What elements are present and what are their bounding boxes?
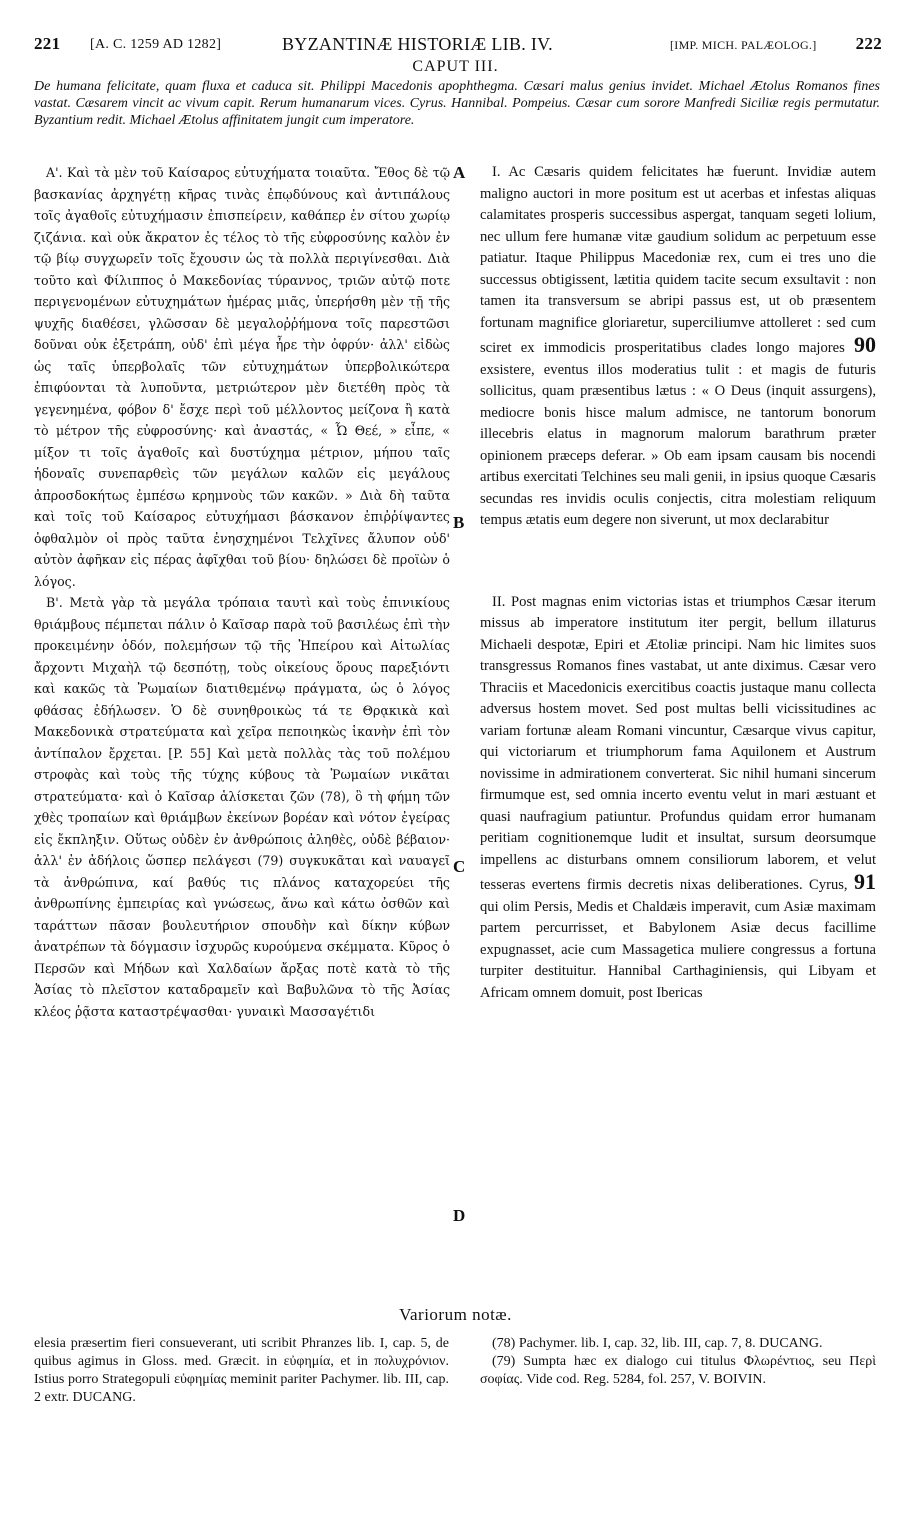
left-year-range: [A. C. 1259 AD 1282] [90, 37, 222, 52]
note-79: (79) Sumpta hæc ex dialogo cui titulus Φλωρέντιος, seu Περὶ σοφίας. Vide cod. Reg. 5284, fol. 257, V. BOIVIN. [480, 1354, 876, 1387]
margin-marker-c: C [453, 857, 466, 876]
latin-paragraph-1 [480, 162, 876, 532]
chapter-summary: De humana felicitate, quam fluxa et caduca sit. Philippi Macedonis apophthegma. Cæsari malus genius invidet. Michael Ætolus Romanos fines vastat. Cæsarem vincit ac vivum capit. Rerum humanarum vices. Cyrus. Hannibal. Pompeius. Cæsar cum sorore Manfredi Siciliæ regis permutatur. Byzantium redit. Michael Ætolus affinitatem jungit cum imperatore. [34, 79, 880, 128]
latin-p2-text-a: II. Post magnas enim victorias istas et triumphos Cæsar iterum missus ab imperatore institutum iter pergit, bellum illaturus Michaeli despotæ, Epiri et Ætoliæ principi. Nam hic limites suos transgressus Romanos fines vastabat, ut ante diximus. Cæsar vero Thraciis et Macedonicis exercitibus coactis justaque manu collecta adversus hostem movet. Sed post multas belli vicissitudines ac variam fortunæ aleam Romani vincuntur, Cæsarque vivus capitur, qui victoriarum et triumphorum fama Aquilonem et Austrum novissime in admirationem converterat. Sic nihil humani sincerum firmumque est, sed omnia incerto eventu velut in mari æstuant et quasi naufragium patiuntur. Profundus quidam error humanam peritiam cognitionemque ludit et insultat, sursum deorsumque impellens ac disturbans omnem consiliorum laborem, et velut tesseras evertens firmis decretis nixas deliberationes. Cyrus, [480, 593, 876, 893]
notes-heading: Variorum notæ. [399, 1305, 512, 1324]
running-title: BYZANTINÆ HISTORIÆ LIB. IV. [282, 34, 553, 54]
margin-marker-b: B [453, 513, 465, 532]
greek-paragraph-1: Α'. Καὶ τὰ μὲν τοῦ Καίσαρος εὐτυχήματα τοιαῦτα. Ἔθος δὲ τῷ βασκανίας ἀρχηγέτῃ κῆρας τινὰς ἐπῳδύνους καὶ ἀντιπάλους τοῖς ἀγαθοῖς εὐτυχήμασιν ἐπισπείρειν, καθάπερ ἐν σίτου χωρίῳ ζιζάνια. καὶ οὐκ ἄκρατον ἐς τέλος τὸ τῆς εὐφροσύνης καλὸν ἐν τῷ βίῳ συγχωρεῖν τοῖς ἔχουσιν ὡς τὰ πολλὰ περιγίνεσθαι. Διὰ τοῦτο καὶ Φίλιππος ὁ Μακεδονίας τύραννος, τριῶν αὐτῷ ποτε περιγενομένων εὐτυχημάτων ἡμέρας μιᾶς, ὑπερήσθη μὲν τῇ τῆς ψυχῆς διαθέσει, γλῶσσαν δὲ μεγαλοῤῥήμονα τοῖς παρεστῶσι δοῦναι οὐκ ἐξετράπη, οὐδ' ἐπὶ μέγα ἦρε τὴν ὀφρύν· ἀλλ' εἰδὼς ὡς ταῖς ὑπερβολαῖς τῶν εὐτυχημάτων ὑπερβολικώτερα ἐπιφύονται τὰ λυποῦντα, μετριώτερον μὲν διετέθη πρὸς τὰ γεγενημένα, φόβον δ' ἔσχε περὶ τοῦ μέλλοντος μείζονα ἢ κατὰ τὸ μέτρον τῆς εὐφροσύνης· καὶ ἀναστάς, « Ὦ Θεέ, » εἶπε, « μίξον τι τοῖς ἀγαθοῖς καὶ δυστύχημα μέτριον, μήπου ταῖς ἡδοναῖς συνεπαρθεὶς τῶν μεγάλων καλῶν εἰς μεγάλους ἀπροσδοκήτως ἐμπέσω κρημνοὺς τῶν κακῶν. » Διὰ δὴ ταῦτα καὶ τοῖς τοῦ Καίσαρος εὐτυχήμασι βάσκανον ἐπιῤῥίψαντες ὀφθαλμὸν οἱ πρὸς ταῦτα ἐνησχημένοι Τελχῖνες ἄλυπον οὐδ' αὐτὸν ἀφῆκαν εἰς πέρας ἀφῖχθαι τοῦ βίου· δηλώσει δὲ προϊὼν ὁ λόγος. [34, 165, 450, 589]
page-mark-90: 90 [854, 332, 876, 357]
page-mark-91: 91 [854, 869, 876, 894]
left-page-number: 221 [34, 34, 61, 53]
right-emperor-range: [IMP. MICH. PALÆOLOG.] [670, 38, 817, 52]
latin-p1-text-b: exsistere, eventus illos moderatius tulit : et magis de futuris sollicitus, quam præsentibus lætus : « O Deus (inquit assurgens), mediocre bonis hisce malum admisce, ne tantorum bonorum illecebris elatus in magnorum malorum barathrum præter opinionem præceps deferar. » Ob eam ipsam causam bis nocendi artibus exercitati Telchines seu mali genii, in ipsius quoque Cæsaris secundas res invidis oculis conjectis, citra molestiam reliquum tempus ætatis eum degere non siverunt, ut mox declarabitur [480, 361, 876, 528]
chapter-heading: CAPUT III. [412, 58, 499, 75]
right-page-number: 222 [855, 34, 882, 53]
notes-right [480, 1335, 876, 1389]
latin-p1-text-a: I. Ac Cæsaris quidem felicitates hæ fuerunt. Invidiæ autem maligno auctori in more positum est ut acerbas et infestas aliquas calamitates prosperis successibus aspergat, tanquam segeti lolium, nec ullum fere humanæ vitæ gaudium solidum ac perpetuum esse patiatur. Itaque Philippus Macedoniæ rex, cum ei tres uno die successus obtigissent, lætitia quidem tacite secum exsultavit : non tamen ita transversum se abripi passus est, ut ob præsentem fortunam magnifice gloriaretur, superciliumve attolleret : sed cum sciret ex immodicis prosperitatibus clades longo majores [480, 164, 876, 356]
greek-column [34, 162, 450, 1022]
greek-paragraph-2: Β'. Μετὰ γὰρ τὰ μεγάλα τρόπαια ταυτὶ καὶ τοὺς ἐπινικίους θριάμβους πέμπεται πάλιν ὁ Καῖσαρ παρὰ τοῦ βασιλέως ἐπὶ τὴν προκειμένην ὁδόν, πολεμήσων τῷ τῆς Ἠπείρου καὶ Αἰτωλίας ἄρχοντι Μιχαὴλ τῷ δεσπότῃ, τοὺς οἰκείους ὅρους παρεξιόντι καὶ κακῶς τὰ Ῥωμαίων διατιθεμένῳ πράγματα, ὡς ὁ λόγος φθάσας ἐδήλωσεν. Ὁ δὲ συνηθροικὼς τά τε Θρᾳκικὰ καὶ Μακεδονικὰ στρατεύματα καὶ χεῖρα πεποιηκὼς ἱκανὴν ἐπὶ τὸν ἀντίπαλον ἔρχεται. [P. 55] Καὶ μετὰ πολλὰς τὰς τοῦ πολέμου στροφὰς καὶ τοὺς τῆς τύχης κύβους τὰ Ῥωμαίων νικᾶται στρατεύματα· καὶ ὁ Καῖσαρ ἁλίσκεται ζῶν (78), ὃ τὴ φήμη τῶν χθὲς τροπαίων καὶ θριάμβων ἐκείνων βορέαν καὶ νότον ἐγείρας εἰς ἔκπληξιν. Οὕτως οὐδὲν ἐν ἀνθρώποις ἀληθὲς, οὐδὲ βέβαιον· ἀλλ' ἐν ἀδήλοις ὥσπερ πελάγεσι (79) συγκυκᾶται καὶ ναυαγεῖ τὰ ἀνθρώπινα, καί βαθύς τις πλάνος καταχορεύει τῆς ἀνθρωπίνης ἐμπειρίας καὶ γνώσεως, ἄνω καὶ κάτω ὀσθῶν καὶ ταράττων πᾶσαν βουλευτήριον σπουδὴν καὶ δίκην κύβων ἀνατρέπων τὰ δόγμασιν ἰσχυρῶς κυρούμενα σκέμματα. Κῦρος ὁ Περσῶν καὶ Μήδων καὶ Χαλδαίων ἄρξας ποτὲ κατὰ τὸ τῆς Ἀσίας τὸ πλεῖστον καταδραμεῖν καὶ Βαβυλῶνα τὸ τῆς Ἀσίας κλέος ῥᾷστα καταστρέψασθαι· γυναικὶ Μασσαγέτιδι [34, 595, 450, 1019]
note-78: (78) Pachymer. lib. I, cap. 32, lib. III, cap. 7, 8. DUCANG. [492, 1336, 823, 1351]
margin-marker-d: D [453, 1206, 466, 1225]
margin-marker-a: A [453, 163, 466, 182]
running-header [34, 34, 882, 60]
latin-paragraph-2 [480, 592, 876, 1005]
latin-column [480, 162, 876, 1004]
note-continued-text: elesia præsertim fieri consueverant, uti scribit Phranzes lib. I, cap. 5, de quibus agimus in Gloss. med. Græcit. in εὐφημία, et in πολυχρόνιον. Istius porro Strategopuli εὐφημίας meminit pariter Pachymer. lib. III, cap. 2 extr. DUCANG. [34, 1336, 449, 1405]
latin-p2-text-b: qui olim Persis, Medis et Chaldæis imperavit, cum Asiæ maximam partem percurrisset, et Babylonem Asiæ decus facillime expugnasset, acie cum Massagetica muliere congressus a fortuna turpiter destituitur. Hannibal Carthaginiensis, qui Libyam et Africam omnem domuit, post Ibericas [480, 898, 876, 1001]
note-continued [34, 1335, 449, 1407]
